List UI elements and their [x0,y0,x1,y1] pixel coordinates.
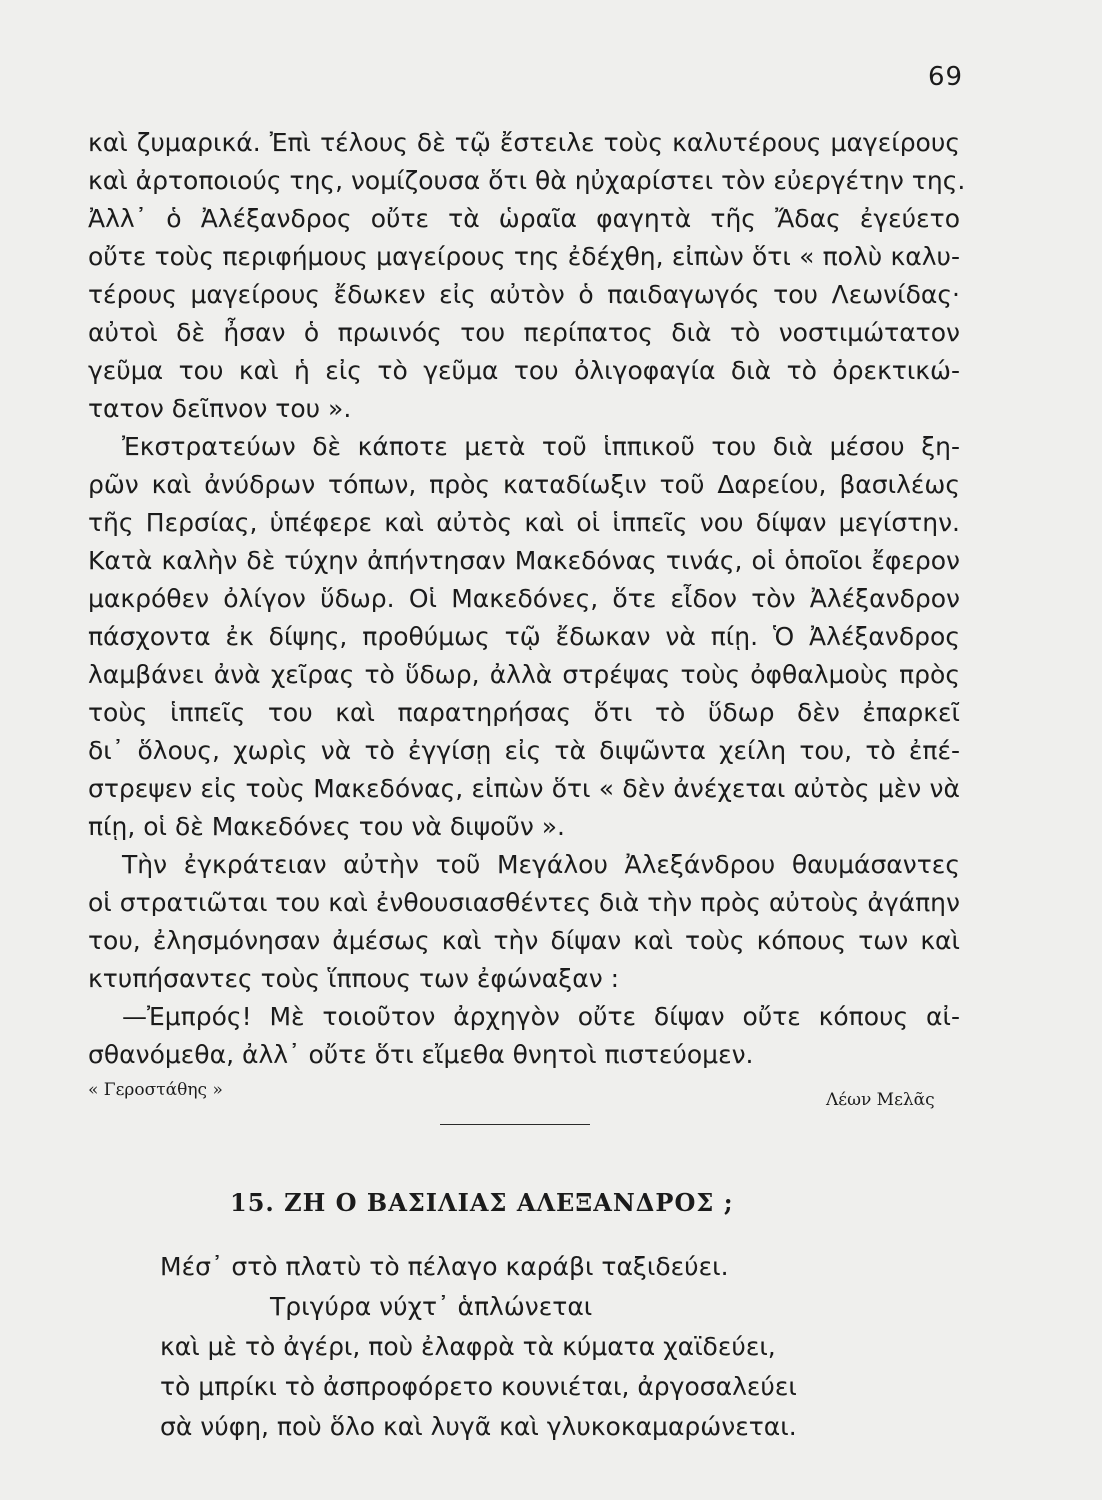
text-line: πίῃ, οἱ δὲ Μακεδόνες του νὰ διψοῦν ». [88,812,566,841]
text-line: Ἐκστρατεύων δὲ κάποτε μετὰ τοῦ ἱππικοῦ του διὰ μέσου ξη- [122,432,960,461]
text-line: πάσχοντα ἐκ δίψης, προθύμως τῷ ἔδωκαν νὰ πίῃ. Ὁ Ἀλέξανδρος [88,622,960,651]
poem-line: καὶ μὲ τὸ ἀγέρι, ποὺ ἐλαφρὰ τὰ κύματα χαϊδεύει, [160,1332,776,1361]
text-line: λαμβάνει ἀνὰ χεῖρας τὸ ὕδωρ, ἀλλὰ στρέψας τοὺς ὀφθαλμοὺς πρὸς [88,660,960,689]
text-line: του, ἐλησμόνησαν ἀμέσως καὶ τὴν δίψαν καὶ τοὺς κόπους των καὶ [88,926,960,955]
text-line: μακρόθεν ὀλίγον ὕδωρ. Οἱ Μακεδόνες, ὅτε εἶδον τὸν Ἀλέξανδρον [88,584,960,613]
text-line: σθανόμεθα, ἀλλ᾽ οὔτε ὅτι εἴμεθα θνητοὶ πιστεύομεν. [88,1040,754,1069]
section-heading: 15. ΖΗ Ο ΒΑΣΙΛΙΑΣ ΑΛΕΞΑΝΔΡΟΣ ; [230,1188,734,1217]
text-line: γεῦμα του καὶ ἡ εἰς τὸ γεῦμα του ὀλιγοφαγία διὰ τὸ ὀρεκτικώ- [88,356,960,385]
text-line: καὶ ἀρτοποιούς της, νομίζουσα ὅτι θὰ ηὐχαρίστει τὸν εὐεργέτην της. [88,166,966,195]
text-line: τῆς Περσίας, ὑπέφερε καὶ αὐτὸς καὶ οἱ ἱππεῖς νου δίψαν μεγίστην. [88,508,960,537]
poem-line: τὸ μπρίκι τὸ ἀσπροφόρετο κουνιέται, ἀργοσαλεύει [160,1372,797,1401]
page-number: 69 [928,62,964,92]
text-line: δι᾽ ὅλους, χωρὶς νὰ τὸ ἐγγίσῃ εἰς τὰ διψῶντα χείλη του, τὸ ἐπέ- [88,736,960,765]
text-line: Ἀλλ᾽ ὁ Ἀλέξανδρος οὔτε τὰ ὡραῖα φαγητὰ τῆς Ἄδας ἐγεύετο [88,204,960,233]
text-line: Κατὰ καλὴν δὲ τύχην ἀπήντησαν Μακεδόνας τινάς, οἱ ὁποῖοι ἔφερον [88,546,960,575]
text-line: κτυπήσαντες τοὺς ἵππους των ἐφώναξαν : [88,964,620,993]
text-line: αὐτοὶ δὲ ἦσαν ὁ πρωινός του περίπατος διὰ τὸ νοστιμώτατον [88,318,960,347]
text-line: οἱ στρατιῶται του καὶ ἐνθουσιασθέντες διὰ τὴν πρὸς αὐτοὺς ἀγάπην [88,888,960,917]
text-line: τέρους μαγείρους ἔδωκεν εἰς αὐτὸν ὁ παιδαγωγός του Λεωνίδας· [88,280,960,309]
text-line: Τὴν ἐγκράτειαν αὐτὴν τοῦ Μεγάλου Ἀλεξάνδρου θαυμάσαντες [122,850,960,879]
divider-rule [440,1124,590,1125]
text-line: τατον δεῖπνον του ». [88,394,352,423]
poem-line: Μέσ᾽ στὸ πλατὺ τὸ πέλαγο καράβι ταξιδεύει. [160,1252,729,1281]
text-line: στρεψεν εἰς τοὺς Μακεδόνας, εἰπὼν ὅτι « δὲν ἀνέχεται αὐτὸς μὲν νὰ [88,774,960,803]
text-line: οὔτε τοὺς περιφήμους μαγείρους της ἐδέχθη, εἰπὼν ὅτι « πολὺ καλυ- [88,242,960,271]
poem-line: Τριγύρα νύχτ᾽ ἁπλώνεται [270,1292,593,1321]
text-line: τοὺς ἱππεῖς του καὶ παρατηρήσας ὅτι τὸ ὕδωρ δὲν ἐπαρκεῖ [88,698,960,727]
text-line: καὶ ζυμαρικά. Ἐπὶ τέλους δὲ τῷ ἔστειλε τοὺς καλυτέρους μαγείρους [88,128,960,157]
author-name: Λέων Μελᾶς [826,1090,935,1110]
text-line: —Ἐμπρός! Μὲ τοιοῦτον ἀρχηγὸν οὔτε δίψαν οὔτε κόπους αἰ- [122,1002,960,1031]
text-line: ρῶν καὶ ἀνύδρων τόπων, πρὸς καταδίωξιν τοῦ Δαρείου, βασιλέως [88,470,960,499]
poem-line: σὰ νύφη, ποὺ ὅλο καὶ λυγᾶ καὶ γλυκοκαμαρώνεται. [160,1412,797,1441]
source-citation: « Γεροστάθης » [88,1080,223,1100]
